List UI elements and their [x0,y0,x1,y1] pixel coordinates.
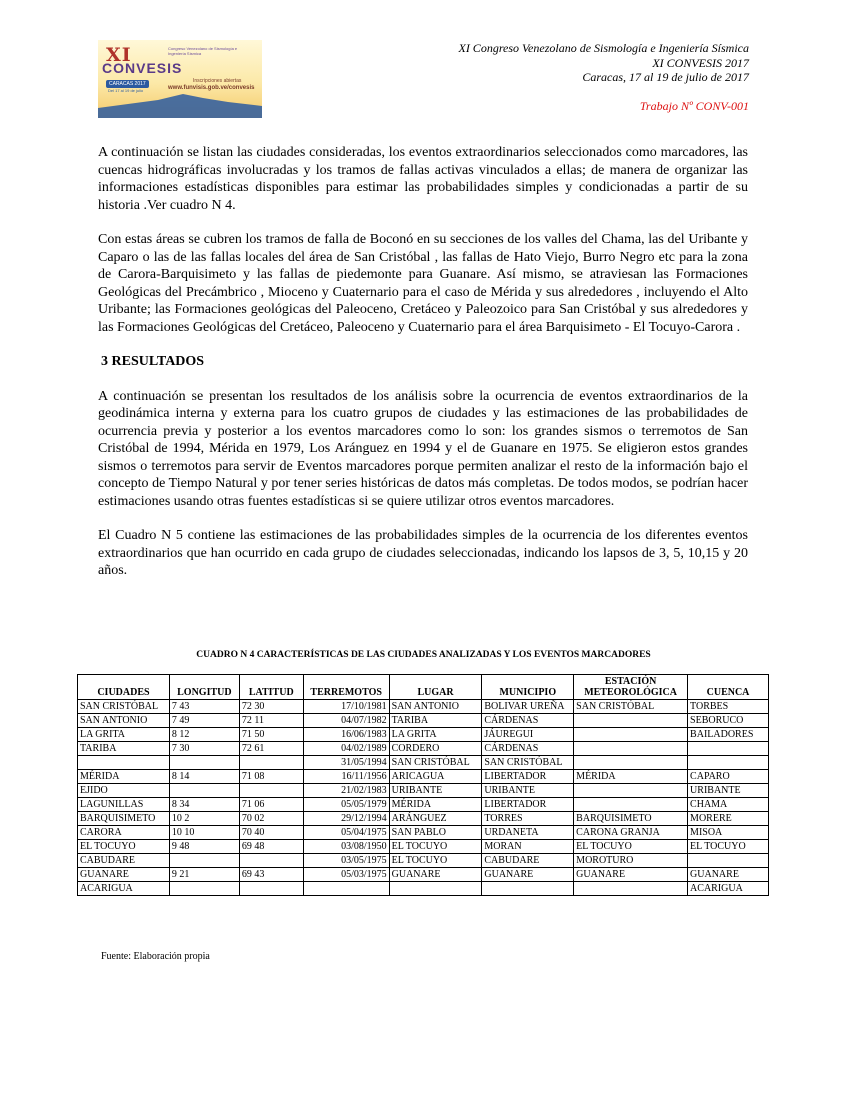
col-header: LONGITUD [169,675,239,700]
table-cell: LA GRITA [389,728,482,742]
table-cell: 7 43 [169,700,239,714]
table-row [78,854,769,868]
col-header: LATITUD [239,675,303,700]
table-cell: ARÁNGUEZ [389,812,482,826]
table-cell: BARQUISIMETO [574,812,688,826]
table-cell [688,756,769,770]
table-cell: URIBANTE [688,784,769,798]
table-cell [239,882,303,896]
header-place-date: Caracas, 17 al 19 de julio de 2017 [582,70,749,84]
table-cell: 03/05/1975 [303,854,389,868]
table-row [78,770,769,784]
table-cell [169,756,239,770]
table-cell: CORDERO [389,742,482,756]
table-row [78,714,769,728]
table-cell: 8 14 [169,770,239,784]
table-cell [574,882,688,896]
logo-subtitle: Congreso Venezolano de Sismología e Ingeniería Sísmica [168,46,238,56]
table-cell: 69 43 [239,868,303,882]
table-cell: 72 30 [239,700,303,714]
table-cell: 17/10/1981 [303,700,389,714]
paragraph-4: El Cuadro N 5 contiene las estimaciones de las probabilidades simples de la ocurrencia de los diferentes eventos extraordinarios que han ocurrido en cada grupo de ciudades seleccionadas, indicando los lapsos de 3, 5, 10,15 y 20 años. [98,528,748,578]
table-cell: 69 48 [239,840,303,854]
table-cell: 03/08/1950 [303,840,389,854]
table-cell: BARQUISIMETO [78,812,170,826]
header-congress: XI Congreso Venezolano de Sismología e Ingeniería Sísmica [458,41,749,55]
table-cell: SEBORUCO [688,714,769,728]
table-cell [574,798,688,812]
col-header: CUENCA [688,675,769,700]
table-caption: CUADRO N 4 CARACTERÍSTICAS DE LAS CIUDADES ANALIZADAS Y LOS EVENTOS MARCADORES [196,650,651,660]
table-cell: CHAMA [688,798,769,812]
col-header: TERREMOTOS [303,675,389,700]
table-cell: SAN CRISTÓBAL [389,756,482,770]
table-row [78,840,769,854]
table-cell: 29/12/1994 [303,812,389,826]
table-cell: CARONA GRANJA [574,826,688,840]
table-cell: 71 06 [239,798,303,812]
table-cell: TARIBA [389,714,482,728]
col-header: MUNICIPIO [482,675,574,700]
paragraph-2: Con estas áreas se cubren los tramos de falla de Boconó en su secciones de los valles del Chama, las del Uribante y Caparo o las de las fallas locales del área de San Cristóbal , las fallas de Hato Viejo, Burro Negro etc para la zona de Carora-Barquisimeto y las fallas de piedemonte para Guanare. Así mismo, se atraviesan las Formaciones Geológicas del Precámbrico , Mioceno y Cuaternario para el caso de Mérida y sus alrededores , incluyendo el Alto Uribante; las Formaciones geológicas del Paleoceno, Cretáceo y Paleozoico para San Cristóbal y sus alrededores y las Formaciones Geológicas del Cretáceo, Paleoceno y Cuaternario para el área Barquisimeto - El Tocuyo-Carora . [98,232,748,335]
table-cell [169,854,239,868]
table-cell: CABUDARE [78,854,170,868]
table-cell [574,742,688,756]
table-cell: MÉRIDA [78,770,170,784]
table-row [78,756,769,770]
table-cell: 05/03/1975 [303,868,389,882]
table-cell: 72 11 [239,714,303,728]
table-cell: 7 49 [169,714,239,728]
table-cell: GUANARE [688,868,769,882]
table-cell: LIBERTADOR [482,770,574,784]
logo-registration: Inscripciones abiertas [193,78,242,84]
table-cell: EL TOCUYO [389,854,482,868]
logo-number: XI [106,44,132,66]
logo-url: www.funvisis.gob.ve/convesis [168,85,255,91]
table-cell [688,742,769,756]
table-cell: 8 34 [169,798,239,812]
table-cell: MORERE [688,812,769,826]
table-cell: SAN ANTONIO [389,700,482,714]
table-cell: SAN CRISTÓBAL [574,700,688,714]
logo-dates: Del 17 al 19 de julio [108,88,144,93]
logo-name: CONVESIS [102,60,183,76]
table-cell: LAGUNILLAS [78,798,170,812]
table-cell: TARIBA [78,742,170,756]
table-row [78,784,769,798]
table-cell [239,784,303,798]
table-source: Fuente: Elaboración propia [101,951,210,962]
table-cell: TORBES [688,700,769,714]
table-cell: 71 08 [239,770,303,784]
col-header: ESTACIÓN METEOROLÓGICA [574,675,688,700]
table-cell: CABUDARE [482,854,574,868]
table-cell: 71 50 [239,728,303,742]
table-row [78,882,769,896]
table-cell: EJIDO [78,784,170,798]
table-cell: 05/05/1979 [303,798,389,812]
table-cell: CÁRDENAS [482,714,574,728]
table-cell: 05/04/1975 [303,826,389,840]
table-cell: SAN CRISTÓBAL [482,756,574,770]
table-cell [574,728,688,742]
table-cell: EL TOCUYO [574,840,688,854]
table-cell: 31/05/1994 [303,756,389,770]
table-cell: LIBERTADOR [482,798,574,812]
table-cell [239,756,303,770]
table-cell [389,882,482,896]
cities-table [77,674,769,896]
table-cell [482,882,574,896]
table-cell: GUANARE [389,868,482,882]
table-cell: EL TOCUYO [78,840,170,854]
paragraph-1: A continuación se listan las ciudades consideradas, los eventos extraordinarios seleccionados como marcadores, las cuencas hidrográficas involucradas y los tramos de fallas activas vinculados a ellas; de manera de organizar las informaciones estadísticas disponibles para estimar las probabilidades simples y condicionadas a partir de su historia .Ver cuadro N 4. [98,145,748,213]
table-cell: EL TOCUYO [688,840,769,854]
header-convesis: XI CONVESIS 2017 [652,55,749,70]
table-cell: TORRES [482,812,574,826]
table-row [78,728,769,742]
mountain-graphic [98,90,262,118]
table-cell: SAN CRISTÓBAL [78,700,170,714]
table-cell: 70 02 [239,812,303,826]
table-cell [688,854,769,868]
table-header-row [78,675,769,700]
table-row [78,798,769,812]
table-cell: BOLIVAR UREÑA [482,700,574,714]
table-cell: 16/06/1983 [303,728,389,742]
table-cell: SAN ANTONIO [78,714,170,728]
table-cell: 04/02/1989 [303,742,389,756]
col-header: CIUDADES [78,675,170,700]
table-body [78,700,769,896]
table-cell: ACARIGUA [78,882,170,896]
logo-city-year: CARACAS 2017 [106,80,149,88]
table-cell: MISOA [688,826,769,840]
table-cell: 10 2 [169,812,239,826]
table-cell: EL TOCUYO [389,840,482,854]
table-cell: GUANARE [574,868,688,882]
section-heading: 3 RESULTADOS [101,354,205,369]
table-cell: GUANARE [482,868,574,882]
table-cell [239,854,303,868]
col-header: LUGAR [389,675,482,700]
page-header [458,41,749,113]
table-cell: GUANARE [78,868,170,882]
table-cell: ACARIGUA [688,882,769,896]
table-cell: ARICAGUA [389,770,482,784]
table-cell: 21/02/1983 [303,784,389,798]
table-row [78,742,769,756]
table-cell: MÉRIDA [574,770,688,784]
table-cell: URIBANTE [482,784,574,798]
table-cell: LA GRITA [78,728,170,742]
table-cell: 70 40 [239,826,303,840]
table-row [78,700,769,714]
table-cell: 9 48 [169,840,239,854]
header-work-number: Trabajo Nº CONV-001 [639,98,749,113]
table-cell: MORAN [482,840,574,854]
table-row [78,812,769,826]
table-cell: JÁUREGUI [482,728,574,742]
table-cell: CARORA [78,826,170,840]
conference-logo [98,40,262,118]
table-cell: 10 10 [169,826,239,840]
table-cell: MOROTURO [574,854,688,868]
table-cell [574,784,688,798]
table-row [78,826,769,840]
table-cell: 9 21 [169,868,239,882]
table-cell: MÉRIDA [389,798,482,812]
paragraph-3: A continuación se presentan los resultados de los análisis sobre la ocurrencia de eventos extraordinarios de la geodinámica interna y externa para los cuatro grupos de ciudades y las estimaciones de las probabilidades de ocurrencia previa y posterior a los eventos marcadores como lo son: los grandes sismos o terremotos de San Cristóbal de 1994, Mérida en 1979, Los Aránguez en 1994 y el de Guanare en 1975. Se eligieron estos grandes sismos o terremotos para servir de Eventos marcadores porque permiten analizar el resto de la información bajo el concepto de Tiempo Natural y por tener series históricas de datos más completas. De todos modos, se podrían hacer estimaciones usando otras fuentes estadísticas si se quiere utilizar otros eventos marcadores. [98,388,748,509]
table-cell: 16/11/1956 [303,770,389,784]
table-cell: 8 12 [169,728,239,742]
table-cell [169,882,239,896]
table-cell [303,882,389,896]
table-cell: CAPARO [688,770,769,784]
table-cell: 7 30 [169,742,239,756]
table-cell [574,756,688,770]
table-cell: URDANETA [482,826,574,840]
table-cell: URIBANTE [389,784,482,798]
table-cell [78,756,170,770]
table-cell [169,784,239,798]
table-cell: BAILADORES [688,728,769,742]
table-cell: 04/07/1982 [303,714,389,728]
table-row [78,868,769,882]
body-text [98,144,748,597]
table-cell: CÁRDENAS [482,742,574,756]
table-cell [574,714,688,728]
table-cell: 72 61 [239,742,303,756]
table-cell: SAN PABLO [389,826,482,840]
